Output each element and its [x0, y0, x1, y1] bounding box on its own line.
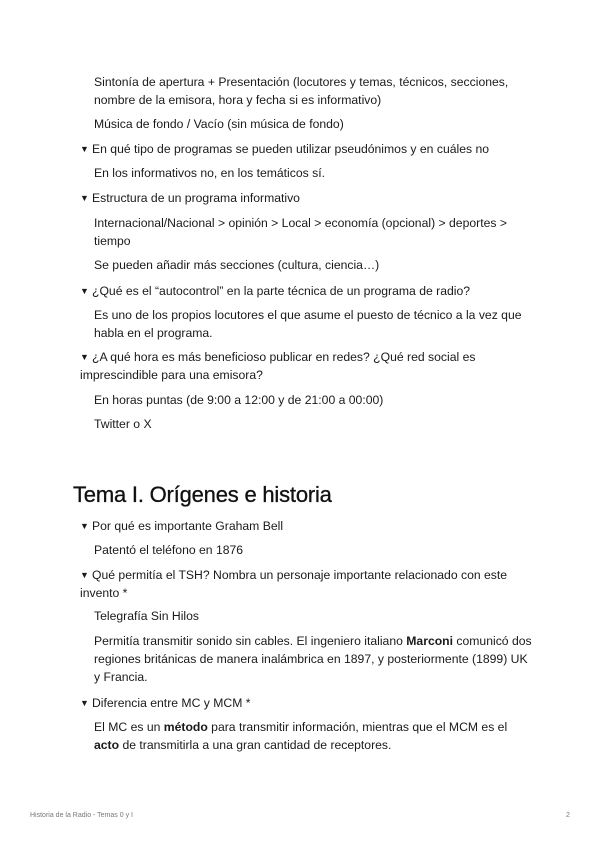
toggle-redes[interactable] [80, 348, 510, 384]
toggle-question: ¿Qué es el “autocontrol” en la parte técnica de un programa de radio? [92, 284, 471, 298]
toggle-tsh[interactable] [80, 566, 510, 602]
toggle-question: ¿A qué hora es más beneficioso publicar en redes? ¿Qué red social es imprescindible para una emisora? [80, 350, 476, 382]
toggle-question: Qué permitía el TSH? Nombra un personaje importante relacionado con este invento * [80, 568, 508, 600]
answer-red-social: Twitter o X [94, 417, 152, 431]
toggle-triangle-icon[interactable]: ▼ [80, 144, 89, 154]
toggle-triangle-icon[interactable]: ▼ [80, 193, 89, 203]
toggle-question: Por qué es importante Graham Bell [92, 519, 284, 533]
toggle-triangle-icon[interactable]: ▼ [80, 521, 89, 531]
answer-sintonia: Sintonía de apertura + Presentación (locutores y temas, técnicos, secciones, nombre de la emisora, hora y fecha si es informativo) [94, 75, 509, 107]
answer-secciones: Se pueden añadir más secciones (cultura, ciencia…) [94, 258, 380, 272]
toggle-triangle-icon[interactable]: ▼ [80, 570, 89, 580]
answer-marconi: Permitía transmitir sonido sin cables. El ingeniero italiano Marconi comunicó dos regiones británicas de manera inalámbrica en 1897, y posteriormente (1899) UK y Francia. [94, 634, 532, 684]
answer-autocontrol: Es uno de los propios locutores el que asume el puesto de técnico a la vez que habla en el programa. [94, 308, 522, 340]
toggle-question: En qué tipo de programas se pueden utilizar pseudónimos y en cuáles no [92, 142, 490, 156]
toggle-triangle-icon[interactable]: ▼ [80, 698, 89, 708]
toggle-pseudonimos[interactable] [80, 140, 510, 158]
answer-graham-bell: Patentó el teléfono en 1876 [94, 543, 244, 557]
toggle-question: Diferencia entre MC y MCM * [92, 696, 251, 710]
toggle-mc-mcm[interactable] [80, 694, 510, 712]
answer-horas: En horas puntas (de 9:00 a 12:00 y de 21:00 a 00:00) [94, 393, 384, 407]
bold-acto: acto [94, 738, 120, 752]
footer-page-number: 2 [566, 812, 570, 819]
answer-mc-mcm: El MC es un método para transmitir información, mientras que el MCM es el acto de transmitirla a una gran cantidad de receptores. [94, 720, 508, 752]
section-title: Tema I. Orígenes e historia [73, 482, 332, 507]
toggle-estructura[interactable] [80, 189, 510, 207]
bold-marconi: Marconi [406, 634, 454, 648]
toggle-triangle-icon[interactable]: ▼ [80, 286, 89, 296]
toggle-graham-bell[interactable] [80, 517, 510, 535]
answer-estructura: Internacional/Nacional > opinión > Local > economía (opcional) > deportes > tiempo [94, 216, 507, 248]
answer-pseudonimos: En los informativos no, en los temáticos sí. [94, 166, 325, 180]
toggle-question: Estructura de un programa informativo [92, 191, 300, 205]
answer-musica: Música de fondo / Vacío (sin música de fondo) [94, 117, 344, 131]
toggle-autocontrol[interactable] [80, 282, 510, 300]
footer-title: Historia de la Radio - Temas 0 y I [30, 812, 133, 819]
bold-metodo: método [163, 720, 208, 734]
answer-tsh-name: Telegrafía Sin Hilos [94, 609, 199, 623]
toggle-triangle-icon[interactable]: ▼ [80, 352, 89, 362]
